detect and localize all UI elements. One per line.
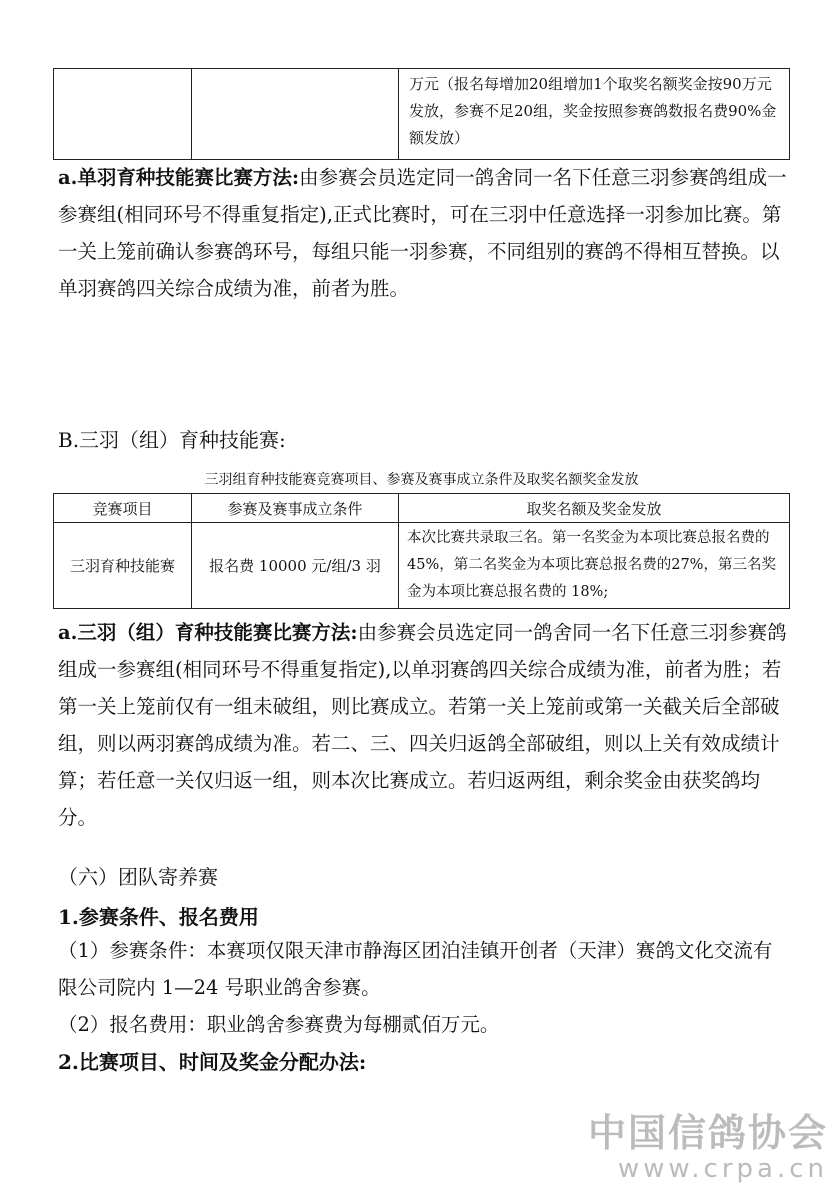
- prize-table-continuation: [53, 68, 790, 160]
- column-header-prize: 取奖名额及奖金发放: [399, 494, 790, 523]
- entry-fee-item: （2）报名费用：职业鸽舍参赛费为每棚贰佰万元。: [58, 1013, 500, 1036]
- table-caption: 三羽组育种技能赛竞赛项目、参赛及赛事成立条件及取奖名额奖金发放: [204, 472, 639, 488]
- entry-condition-item: （1）参赛条件：本赛项仅限天津市静海区团泊洼镇开创者（天津）赛鸽文化交流有限公司院内 1—24 号职业鸽舍参赛。: [58, 939, 773, 999]
- crpa-watermark: [588, 1112, 828, 1184]
- paragraph-label: a.单羽育种技能赛比赛方法:: [58, 166, 300, 189]
- paragraph-body: 由参赛会员选定同一鸽舍同一名下任意三羽参赛鸽组成一参赛组(相同环号不得重复指定),以单羽赛鸽四关综合成绩为准，前者为胜；若第一关上笼前仅有一组未破组，则比赛成立。若第一关上笼前或第一关截关后全部破组，则以两羽赛鸽成绩为准。若二、三、四关归返鸽全部破组，则以上关有效成绩计算；若任意一关仅归返一组，则本次比赛成立。若归返两组，剩余奖金由获奖鸽均分。: [58, 621, 787, 829]
- table-cell-prize: 万元（报名每增加20组增加1个取奖名额奖金按90万元发放，参赛不足20组，奖金按照参赛鸽数报名费90%金额发放）: [399, 69, 790, 160]
- single-feather-method-paragraph: [58, 159, 788, 307]
- paragraph-body: 由参赛会员选定同一鸽舍同一名下任意三羽参赛鸽组成一参赛组(相同环号不得重复指定),正式比赛时，可在三羽中任意选择一羽参加比赛。第一关上笼前确认参赛鸽环号，每组只能一羽参赛，不同组别的赛鸽不得相互替换。以单羽赛鸽四关综合成绩为准，前者为胜。: [58, 166, 787, 300]
- three-feather-table: [53, 493, 790, 609]
- subsection-2-title: 2.比赛项目、时间及奖金分配办法:: [58, 1050, 367, 1074]
- watermark-logo: 中国信鸽协会: [587, 1111, 828, 1155]
- section-b-title: B.三羽（组）育种技能赛:: [58, 428, 286, 452]
- table-row: [54, 523, 790, 609]
- cell-item: 三羽育种技能赛: [54, 523, 192, 609]
- table-cell-empty: [192, 69, 399, 160]
- cell-condition: 报名费 10000 元/组/3 羽: [192, 523, 399, 609]
- table-row: [54, 69, 790, 160]
- three-feather-method-paragraph: [58, 614, 788, 836]
- section-6-title: （六）团队寄养赛: [58, 865, 218, 889]
- table-header-row: [54, 494, 790, 523]
- column-header-item: 竞赛项目: [54, 494, 192, 523]
- watermark-url: www.crpa.cn: [617, 1154, 828, 1184]
- cell-prize: 本次比赛共录取三名。第一名奖金为本项比赛总报名费的 45%，第二名奖金为本项比赛总报名费的27%，第三名奖金为本项比赛总报名费的 18%;: [399, 523, 790, 609]
- table-cell-empty: [54, 69, 192, 160]
- paragraph-label: a.三羽（组）育种技能赛比赛方法:: [58, 621, 358, 644]
- column-header-condition: 参赛及赛事成立条件: [192, 494, 399, 523]
- subsection-1-title: 1.参赛条件、报名费用: [58, 905, 259, 929]
